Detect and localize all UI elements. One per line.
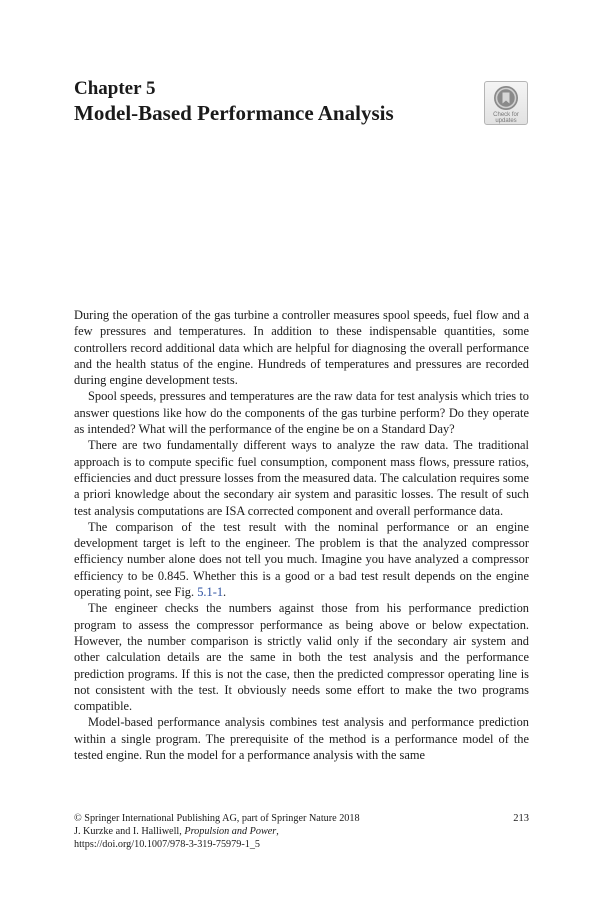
copyright-line: © Springer International Publishing AG, part of Springer Nature 2018 [74,813,360,824]
doi-link[interactable]: https://doi.org/10.1007/978-3-319-75979-1_5 [74,839,261,851]
paragraph [74,519,529,600]
citation-line [74,825,529,838]
badge-label: Check for updates [493,112,519,124]
footer [74,812,529,852]
paragraph: Spool speeds, pressures and temperatures are the raw data for test analysis which tries to answer questions like how do the components of the gas turbine perform? Do they operate as intended? What will the performance of the engine be on a Standard Day? [74,389,529,437]
paragraph: There are two fundamentally different ways to analyze the raw data. The traditional approach is to compute specific fuel consumption, component mass flows, pressure ratios, efficiencies and duct pressure losses from the measured data. The calculation requires some a priori knowledge about the secondary air system and parasitic losses. The result of such test analysis computations are ISA corrected component and overall performance data. [74,438,529,518]
chapter-title: Model-Based Performance Analysis [74,101,394,125]
paragraph-text-end: . [223,585,227,600]
page-number: 213 [513,813,529,824]
authors-end: , [276,826,279,838]
book-title: Propulsion and Power [184,826,277,838]
paragraph-text: The comparison of the test result with the nominal performance or an engine development target is left to the engineer. The problem is that the analyzed compressor efficiency number alone does not tell you much. Imagine you have analyzed a compressor efficiency to be 0.845. Whether this is a good or a bad test result depends on the engine operating point, see Fig. [74,519,529,600]
body-text [74,307,529,763]
paragraph: During the operation of the gas turbine a controller measures spool speeds, fuel flow and a few pressures and temperatures. In addition to these indispensable quantities, some controllers record additional data which are helpful for diagnosing the overall performance and the health status of the engine. Hundreds of temperatures and pressures are recorded during engine development tests. [74,308,529,388]
paragraph: Model-based performance analysis combines test analysis and performance prediction within a single program. The prerequisite of the method is a performance model of the tested engine. Run the model for a performance analysis with the same [74,715,529,763]
check-for-updates-badge[interactable] [484,81,528,125]
paragraph: The engineer checks the numbers against those from his performance prediction program to assess the compressor performance as being above or below expectation. However, the number comparison is strictly valid only if the secondary air system and other calculation details are the same in both the test analysis and the performance prediction programs. If this is not the case, then the predicted compressor operating line is not consistent with the test. It obviously needs some effort to make the two programs compatible. [74,601,529,714]
bookmark-icon [493,85,519,111]
figure-link[interactable]: 5.1-1 [197,585,224,600]
chapter-label: Chapter 5 [74,78,156,99]
authors: J. Kurzke and I. Halliwell, [74,826,185,838]
